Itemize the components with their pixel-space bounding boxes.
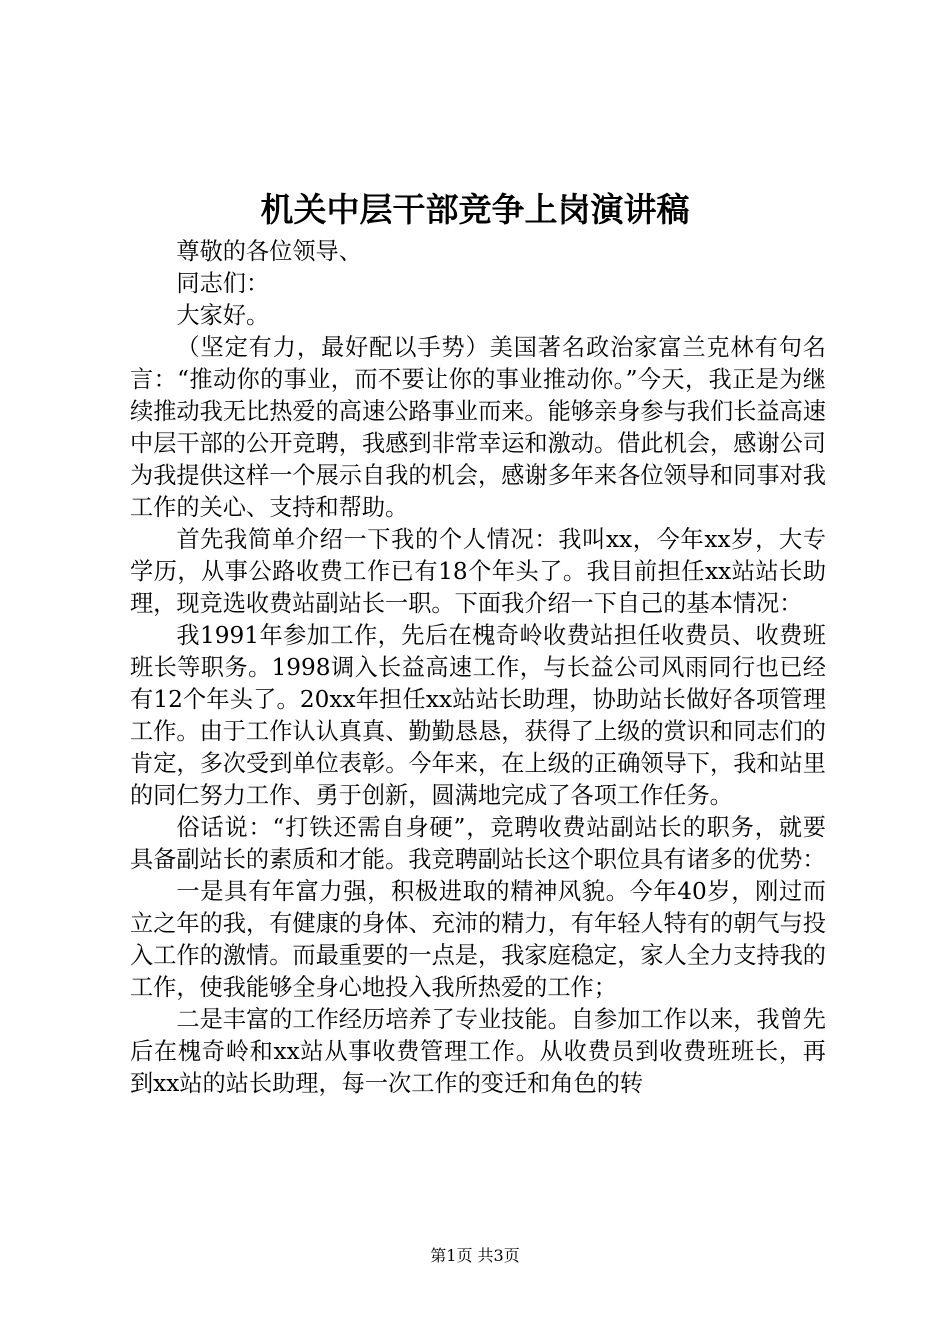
salutation-line-1: 尊敬的各位领导、 bbox=[176, 238, 362, 265]
paragraph-opening: （坚定有力，最好配以手势）美国著名政治家富兰克林有句名言：“推动你的事业，而不要让你的事业推动你。”今天，我正是为继续推动我无比热爱的高速公路事业而来。能够亲身参与我们长益高速中层干部的公开竞聘，我感到非常幸运和激动。借此机会，感谢公司为我提供这样一个展示自我的机会，感谢多年来各位领导和同事对我工作的关心、支持和帮助。 bbox=[130, 334, 826, 521]
paragraph-advantage-two: 二是丰富的工作经历培养了专业技能。自参加工作以来，我曾先后在槐奇岭和xx站从事收费管理工作。从收费员到收费班班长，再到xx站的站长助理，每一次工作的变迁和角色的转 bbox=[130, 1006, 826, 1097]
salutation-line-2: 同志们： bbox=[176, 270, 270, 297]
document-body bbox=[130, 236, 826, 1100]
document-title: 机关中层干部竞争上岗演讲稿 bbox=[260, 190, 690, 229]
paragraph-qualifications: 俗话说：“打铁还需自身硬”，竞聘收费站副站长的职务，就要具备副站长的素质和才能。我竞聘副站长这个职位具有诸多的优势： bbox=[130, 814, 826, 873]
paragraph-introduction: 首先我简单介绍一下我的个人情况：我叫xx，今年xx岁，大专学历，从事公路收费工作已有18个年头了。我目前担任xx站站长助理，现竞选收费站副站长一职。下面我介绍一下自己的基本情况： bbox=[130, 526, 826, 617]
greeting-line: 大家好。 bbox=[176, 302, 270, 329]
paragraph-advantage-one: 一是具有年富力强，积极进取的精神风貌。今年40岁，刚过而立之年的我，有健康的身体、充沛的精力，有年轻人特有的朝气与投入工作的激情。而最重要的一点是，我家庭稳定，家人全力支持我的工作，使我能够全身心地投入我所热爱的工作； bbox=[130, 878, 826, 1001]
page-footer: 第1页 共3页 bbox=[430, 1246, 520, 1265]
paragraph-work-history: 我1991年参加工作，先后在槐奇岭收费站担任收费员、收费班班长等职务。1998调入长益高速工作，与长益公司风雨同行也已经有12个年头了。20xx年担任xx站站长助理，协助站长做好各项管理工作。由于工作认认真真、勤勤恳恳，获得了上级的赏识和同志们的肯定，多次受到单位表彰。今年来，在上级的正确领导下，我和站里的同仁努力工作、勇于创新，圆满地完成了各项工作任务。 bbox=[130, 622, 826, 809]
